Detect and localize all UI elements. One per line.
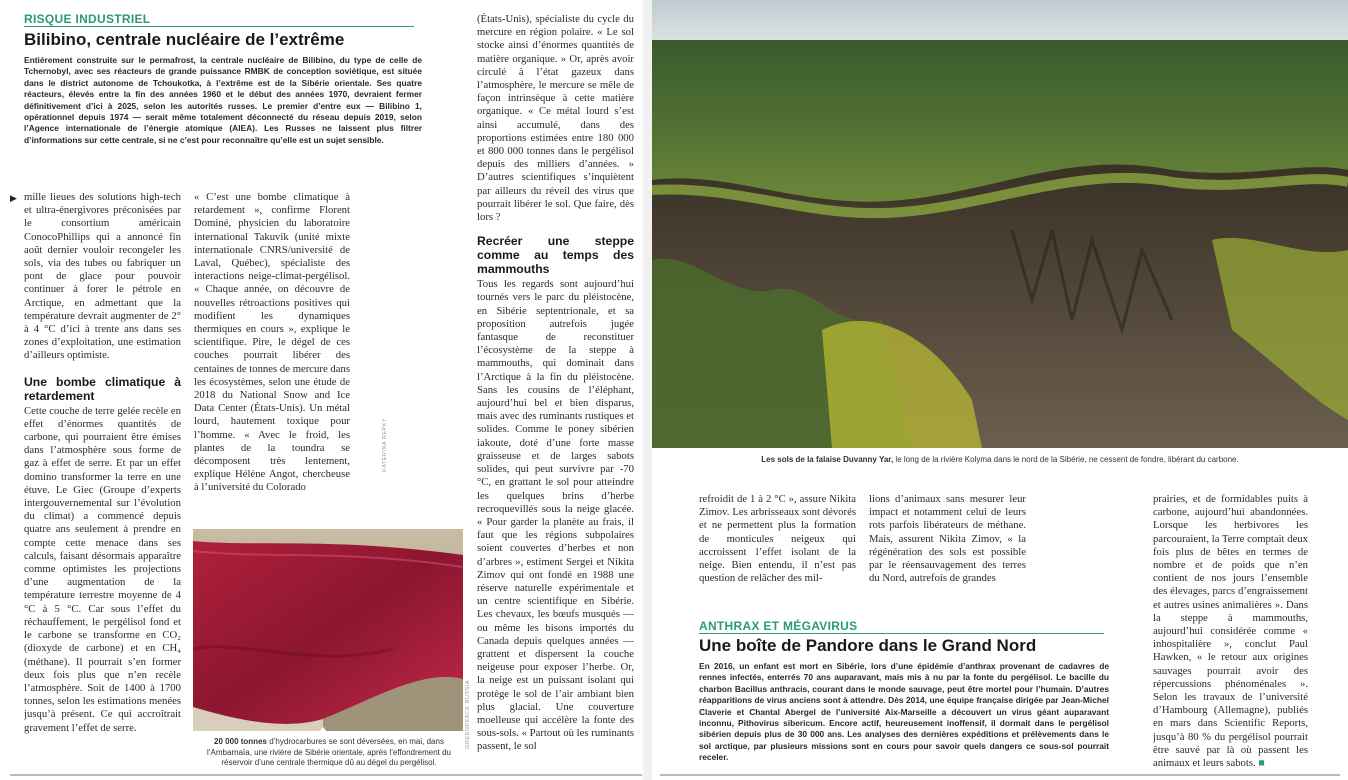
photo-red-river <box>193 529 463 731</box>
photo1-caption-bold: 20 000 tonnes <box>214 737 267 746</box>
photo1-caption-text: d’hydrocarbures se sont déversées, en mai, dans l’Ambarnaïa, une rivière de Sibérie orientale, après l’effondrement du réservoir d’une centrale thermique dû au dégel du pergélisol. <box>207 737 451 767</box>
col3-subhead: Recréer une steppe comme au temps des mammouths <box>477 234 634 277</box>
col2-photo-credit: KATERINA REPKY <box>382 418 388 472</box>
col1-marker: ▶ <box>10 193 17 203</box>
col2 <box>194 191 350 509</box>
col5-paragraph-1: lions d’animaux sans mesurer leur impact et notamment celui de leurs rots parfois libérateurs de méthane. Mais, assurent Nikita Zimov, « la régénération des sols est possible par le réensauvagement des terres du Nord, autrefois de grandes <box>869 493 1026 585</box>
sidebar1-text: Entièrement construite sur le permafrost, la centrale nucléaire de Bilibino, du type de celle de Tchernobyl, avec ses réacteurs de grande puissance RMBK de conception soviétique, est située dans le district autonome de Tchoukotka, à l’extrême est de la Sibérie orientale. Ses quatre réacteurs, élevés entre la fin des années 1960 et le début des années 1970, devraient fermer définitivement d’ici à 2025, selon les autorités russes. Le premier d’entre eux — Bilibino 1, opérationnel depuis 1974 — serait même totalement déconnecté du réseau depuis 2019, selon l’Agence internationale de l’énergie atomique (AIEA). Les Russes ne laissent plus filtrer d’informations sur cette centrale, si ne c’est pour reconnaître qu’elle est un sujet sensible. <box>24 55 422 145</box>
sidebar2-kicker: ANTHRAX ET MÉGAVIRUS <box>699 619 858 633</box>
photo2-caption <box>660 455 1340 466</box>
sidebar1-kicker: RISQUE INDUSTRIEL <box>24 12 151 26</box>
page-gutter <box>643 0 652 780</box>
sidebar2-rule <box>699 633 1104 634</box>
photo-duvanny-yar <box>652 0 1348 448</box>
col2-paragraph-1: « C’est une bombe climatique à retardement », confirme Florent Dominé, physicien du laboratoire international Takuvik (unité mixte internationale CNRS/université de Laval, Québec), spécialiste des interactions neige-climat-pergélisol. « Chaque année, on découvre de nouvelles rétroactions positives qui modifient les dynamiques thermiques en cours », explique le scientifique. Pire, le dégel de ces couches pourrait libérer des centaines de tonnes de mercure dans les écosystèmes, selon une étude de 2018 du National Snow and Ice Data Center (États-Unis). Un métal lourd, hautement toxique pour l’homme. « Avec le froid, les plantes de la toundra se décomposent très lentement, explique Hélène Angot, chercheuse à l’université du Colorado <box>194 191 350 494</box>
col4 <box>699 493 856 591</box>
photo2-caption-text: le long de la rivière Kolyma dans le nord de la Sibérie, ne cessent de fondre, libérant du carbone. <box>893 455 1239 464</box>
col3-paragraph-2: Tous les regards sont aujourd’hui tournés vers le parc du pléistocène, en Sibérie septentrionale, et sa proposition autrefois jugée fantasque de reconstituer l’écosystème de la steppe à mammouths, qui dominait dans l’Arctique à la fin du pléistocène. Sans les cousins de l’éléphant, aujourd’hui bel et bien disparus, mais avec des ruminants rustiques et solides. Comme le poney sibérien iakoute, doté d’une forte masse graisseuse et de larges sabots solides, qui peut survivre par -70 °C, en grattant le sol pour atteindre les quelques brins d’herbe recroquevillés sous la neige glacée. « Pour garder la planète au frais, il faut que les régions subpolaires soient couvertes d’herbes et non d’arbres », estiment Sergei et Nikita Zimov qui ont fondé en 1988 une réserve naturelle expérimentale et un centre scientifique en Sibérie. Les chevaux, les bœufs musqués — ou même les bisons importés du Canada depuis quelques années — grattent et dispersent la couche neigeuse pour exposer l’herbe. Or, la neige est un puissant isolant qui protège le sol de l’air ambiant bien plus glacial. Une couverture moelleuse qui accélère la fonte des sous-sols. « Partout où les ruminants passent, le sol <box>477 278 634 753</box>
sidebar2-text: En 2016, un enfant est mort en Sibérie, lors d’une épidémie d’anthrax provenant de cadavres de rennes infectés, enterrés 70 ans auparavant, mais mis à nu par la fonte du pergélisol. Le bacille du charbon Bacillus anthracis, courant dans le monde sauvage, peut être mortel pour l’humain. D’autres réapparitions de virus anciens sont à attendre. Dès 2014, une équipe française dirigée par Jean-Michel Claverie et Chantal Abergel de l’université Aix-Marseille a découvert un virus géant auparavant inconnu, Pithovirus sibericum. Encore actif, heureusement inoffensif, il dormait dans le pergélisol sibérien depuis plus de 30 000 ans. Les analyses des dernières expéditions et prélèvements dans le sol arctique, par plusieurs missions sont en cours pour savoir quels dangers ce sous-sol pourrait receler. <box>699 661 1109 763</box>
photo1-credit: GREENPEACE RUSSIA <box>465 680 471 749</box>
photo1-caption-pointer <box>318 727 328 733</box>
col6-paragraph-1: prairies, et de formidables puits à carbone, aujourd’hui abandonnées. Lorsque les herbivores les parcouraient, la Terre comptait deux fois plus de bêtes en termes de nombre et de poids que n’en contient de nos jours l’ensemble des élevages, parcs d’engraissement et autres usines animalières ». Dans la steppe à mammouths, aujourd’hui considérée comme « inhospitalière », conclut Paul Hawken, « le retour aux origines sauvages pourrait avoir des répercussions phénoménales ». Selon les travaux de l’université d’Hambourg (Allemagne), publiés en mars dans Scientific Reports, jusqu’à 80 % du pergélisol pourrait être sauvé par là où passent les animaux et leurs sabots. <box>1153 493 1308 770</box>
red-river-illustration <box>193 529 463 731</box>
col1-subhead: Une bombe climatique à retardement <box>24 374 181 403</box>
photo1-caption <box>195 737 463 769</box>
page-bottom-rule-left <box>10 774 642 776</box>
col3-paragraph-1: (États-Unis), spécialiste du cycle du mercure en région polaire. « Le sol stocke ainsi d’énormes quantités de matière organique. » Or, après avoir circulé à l’état gazeux dans l’atmosphère, le mercure se mêle de façon intrinsèque à cette matière organique. « Ce métal lourd s’est ainsi accumulé, dans des proportions estimées entre 180 000 et 800 000 tonnes dans le pergélisol depuis des milliers d’années. » D’autres scientifiques s’inquiètent par ailleurs du réveil des virus que pourrait libérer le sol. Que faire, dès lors ? <box>477 13 634 224</box>
col1-paragraph-2: Cette couche de terre gelée recèle en effet d’énormes quantités de carbone, qui pourraient être émises dans l’atmosphère sous forme de gaz à effet de serre. Et par un effet domino transformer la terre en une étuve. Le Giec (Groupe d’experts intergouvernemental sur l’évolution du climat) a commencé depuis quatre ans seulement à prendre en compte cette menace dans ses calculs, faisant désormais apparaître comme optimistes les projections d’une augmentation de la température terrestre moyenne de 4 °C à 5 °C. Car sous l’effet du réchauffement, le pergélisol fond et le carbone se transforme en CO₂ (dioxyde de carbone) et en CH₄ (méthane). Il pourrait s’en former deux fois plus que n’en recèle l’atmosphère. Soit de 1400 à 1700 tonnes, selon les estimations menées jusqu’à présent. Ce qui accroîtrait gravement l’effet de serre. <box>24 404 181 734</box>
sidebar1-title: Bilibino, centrale nucléaire de l’extrême <box>24 30 345 49</box>
col6 <box>1153 493 1308 771</box>
sidebar2-title: Une boîte de Pandore dans le Grand Nord <box>699 636 1037 655</box>
col1-paragraph-1: mille lieues des solutions high-tech et ultra-énergivores préconisées par le consortium américain ConocoPhillips qui a annoncé fin août dernier vouloir recongeler les sols, via des tubes ou fabriquer un pont de glace pour pouvoir continuer à forer le pétrole en Arctique, en admettant que la température devrait augmenter de 2° à 4 °C d’ici à trente ans dans ses zones d’exploitation, une estimation d’ailleurs optimiste. <box>24 191 181 362</box>
permafrost-cliff-illustration <box>652 0 1348 448</box>
page-bottom-rule-right <box>660 774 1340 776</box>
col4-paragraph-1: refroidit de 1 à 2 °C », assure Nikita Zimov. Les arbrisseaux sont dévorés et ne permettent plus la formation de monticules neigeux qui accroissent l’effet isolant de la neige. Bien entendu, il n’est pas question de relâcher des mil- <box>699 493 856 585</box>
col1 <box>24 191 181 771</box>
sidebar1-rule <box>24 26 414 27</box>
col5 <box>869 493 1026 591</box>
photo2-caption-bold: Les sols de la falaise Duvanny Yar, <box>761 455 894 464</box>
end-mark: ■ <box>1258 757 1265 770</box>
col3 <box>477 13 634 771</box>
